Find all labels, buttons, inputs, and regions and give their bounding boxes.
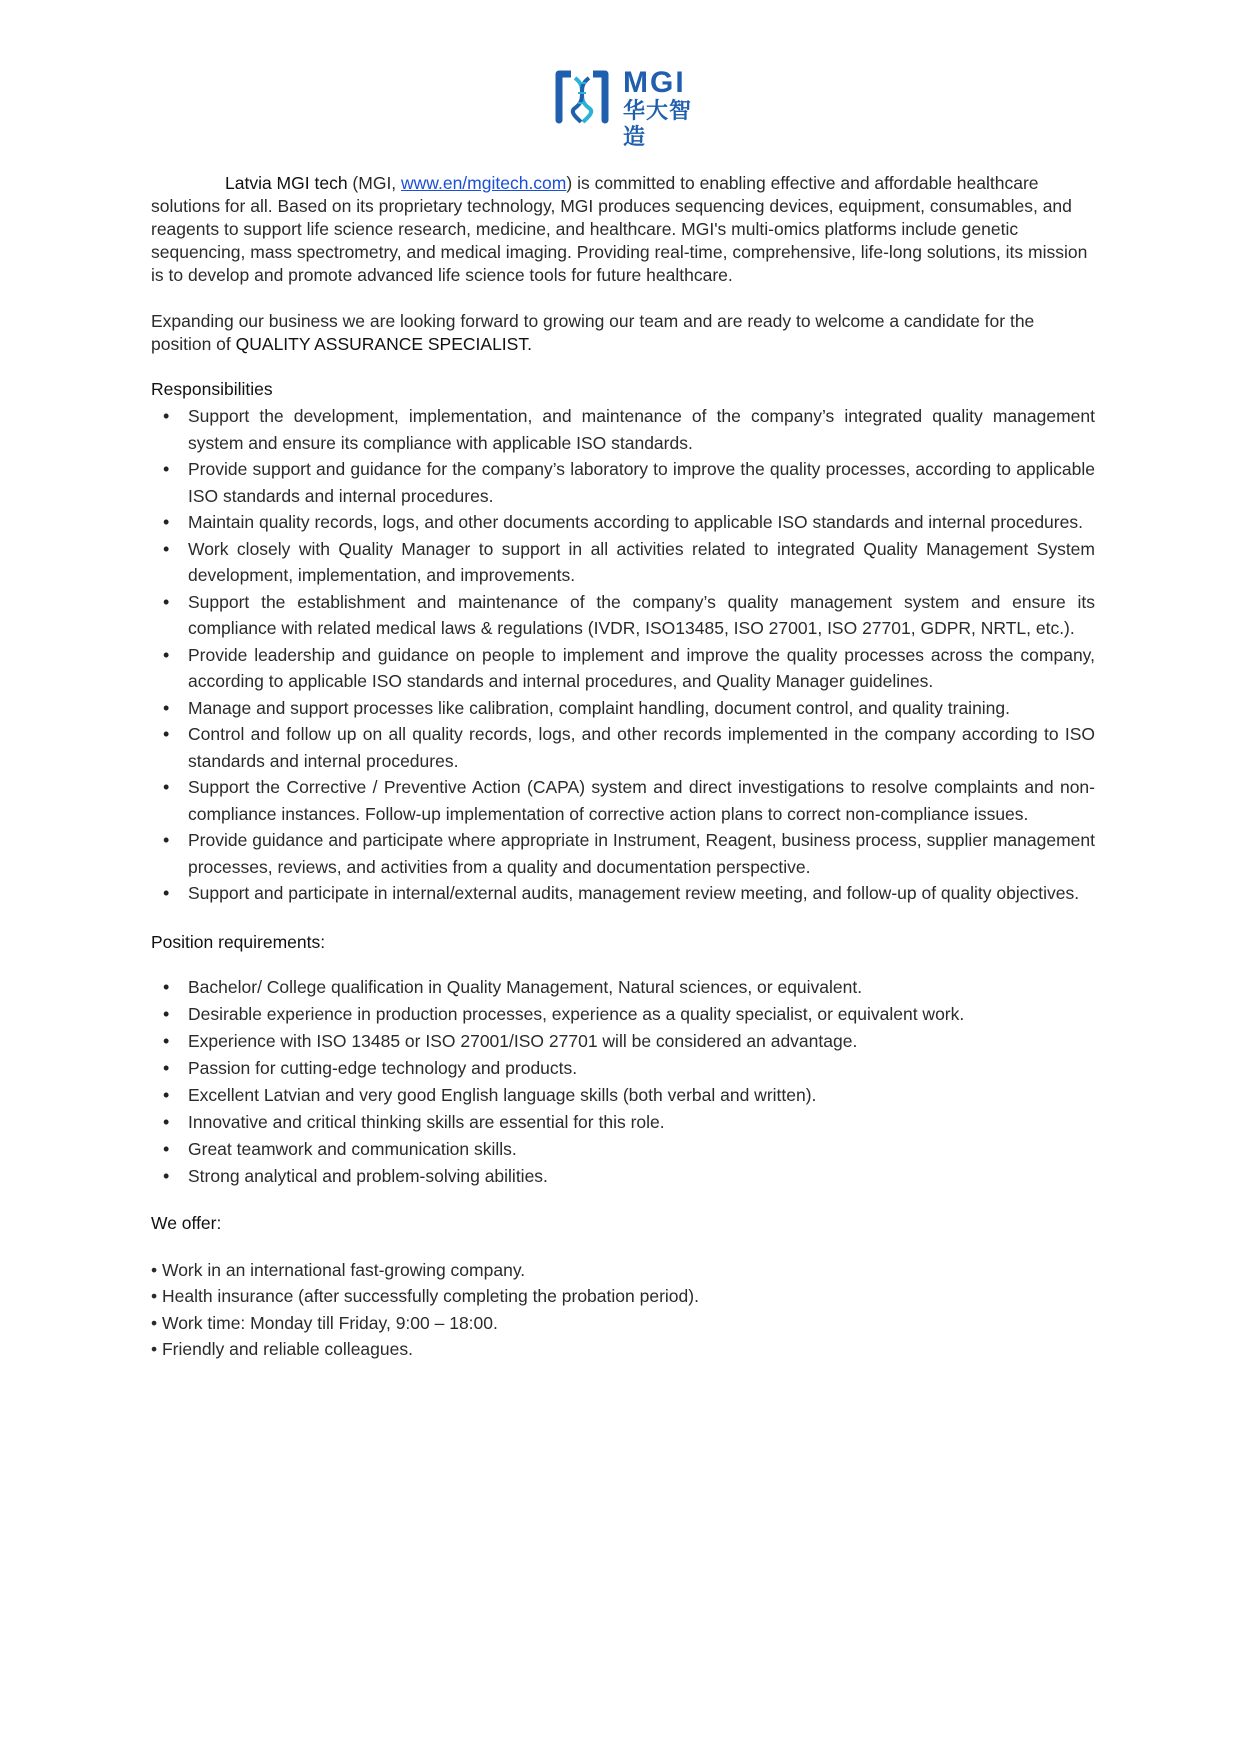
responsibilities-heading: Responsibilities (151, 379, 273, 399)
list-item: • Great teamwork and communication skills. (151, 1136, 1095, 1163)
list-item: • Excellent Latvian and very good English language skills (both verbal and written). (151, 1082, 1095, 1109)
list-item: • Work closely with Quality Manager to support in all activities related to integrated Quality Management System development, implementation, and improvements. (151, 536, 1095, 589)
position-title: QUALITY ASSURANCE SPECIALIST. (235, 334, 532, 354)
responsibilities-list (151, 403, 1095, 907)
list-item: • Provide support and guidance for the company’s laboratory to improve the quality processes, according to applicable ISO standards and internal procedures. (151, 456, 1095, 509)
intro-paren: (MGI, (347, 173, 402, 193)
list-item: • Work time: Monday till Friday, 9:00 – 18:00. (151, 1312, 498, 1333)
list-item: • Support the establishment and maintenance of the company’s quality management system and ensure its compliance with related medical laws & regulations (IVDR, ISO13485, ISO 27001, ISO 27701, GDPR, NRTL, etc.). (151, 589, 1095, 642)
list-item: • Passion for cutting-edge technology and products. (151, 1055, 1095, 1082)
mgi-logo-mark-icon (553, 66, 611, 126)
list-item: • Work in an international fast-growing company. (151, 1259, 526, 1280)
list-item: • Support the development, implementation, and maintenance of the company’s integrated quality management system and ensure its compliance with applicable ISO standards. (151, 403, 1095, 456)
offer-list (151, 1257, 1095, 1363)
offer-heading: We offer: (151, 1212, 222, 1233)
list-item: • Maintain quality records, logs, and other documents according to applicable ISO standards and internal procedures. (151, 509, 1095, 536)
list-item: • Desirable experience in production processes, experience as a quality specialist, or equivalent work. (151, 1001, 1095, 1028)
company-name: Latvia MGI tech (225, 173, 348, 193)
logo-wordmark-en: MGI (623, 66, 686, 99)
list-item: • Support the Corrective / Preventive Action (CAPA) system and direct investigations to resolve complaints and non-compliance instances. Follow-up implementation of corrective action plans to correct non-compliance issues. (151, 774, 1095, 827)
mgi-logo (553, 66, 713, 149)
list-item: • Manage and support processes like calibration, complaint handling, document control, and quality training. (151, 695, 1095, 722)
intro-paragraph (151, 172, 1095, 287)
logo-wordmark-cn: 华大智造 (623, 98, 693, 149)
requirements-heading: Position requirements: (151, 931, 326, 952)
job-posting-body (151, 172, 1095, 1363)
list-item: • Provide leadership and guidance on people to implement and improve the quality processes across the company, according to applicable ISO standards and internal procedures, and Quality Manager guidelines. (151, 642, 1095, 695)
list-item: • Provide guidance and participate where appropriate in Instrument, Reagent, business process, supplier management processes, reviews, and activities from a quality and documentation perspective. (151, 827, 1095, 880)
list-item: • Control and follow up on all quality records, logs, and other records implemented in the company according to ISO standards and internal procedures. (151, 721, 1095, 774)
list-item: • Strong analytical and problem-solving abilities. (151, 1163, 1095, 1190)
intro-text: ) is committed to enabling effective and affordable healthcare solutions for all. Based on its proprietary technology, MGI produces sequencing devices, equipment, consumables, and reagents to support life science research, medicine, and healthcare. MGI's multi-omics platforms include genetic sequencing, mass spectrometry, and medical imaging. Providing real-time, comprehensive, life-long solutions, its mission is to develop and promote advanced life science tools for future healthcare. (151, 173, 1088, 285)
expanding-paragraph (151, 310, 1095, 356)
expanding-text: Expanding our business we are looking forward to growing our team and are ready to welcome a candidate for the position of (151, 311, 1035, 354)
list-item: • Experience with ISO 13485 or ISO 27001/ISO 27701 will be considered an advantage. (151, 1028, 1095, 1055)
list-item: • Friendly and reliable colleagues. (151, 1339, 413, 1359)
list-item: • Bachelor/ College qualification in Quality Management, Natural sciences, or equivalent. (151, 974, 1095, 1001)
company-website-link[interactable]: www.en/mgitech.com (401, 173, 567, 193)
list-item: • Innovative and critical thinking skills are essential for this role. (151, 1109, 1095, 1136)
requirements-list (151, 974, 1095, 1190)
list-item: • Support and participate in internal/external audits, management review meeting, and follow-up of quality objectives. (151, 880, 1095, 907)
list-item: • Health insurance (after successfully completing the probation period). (151, 1286, 699, 1306)
